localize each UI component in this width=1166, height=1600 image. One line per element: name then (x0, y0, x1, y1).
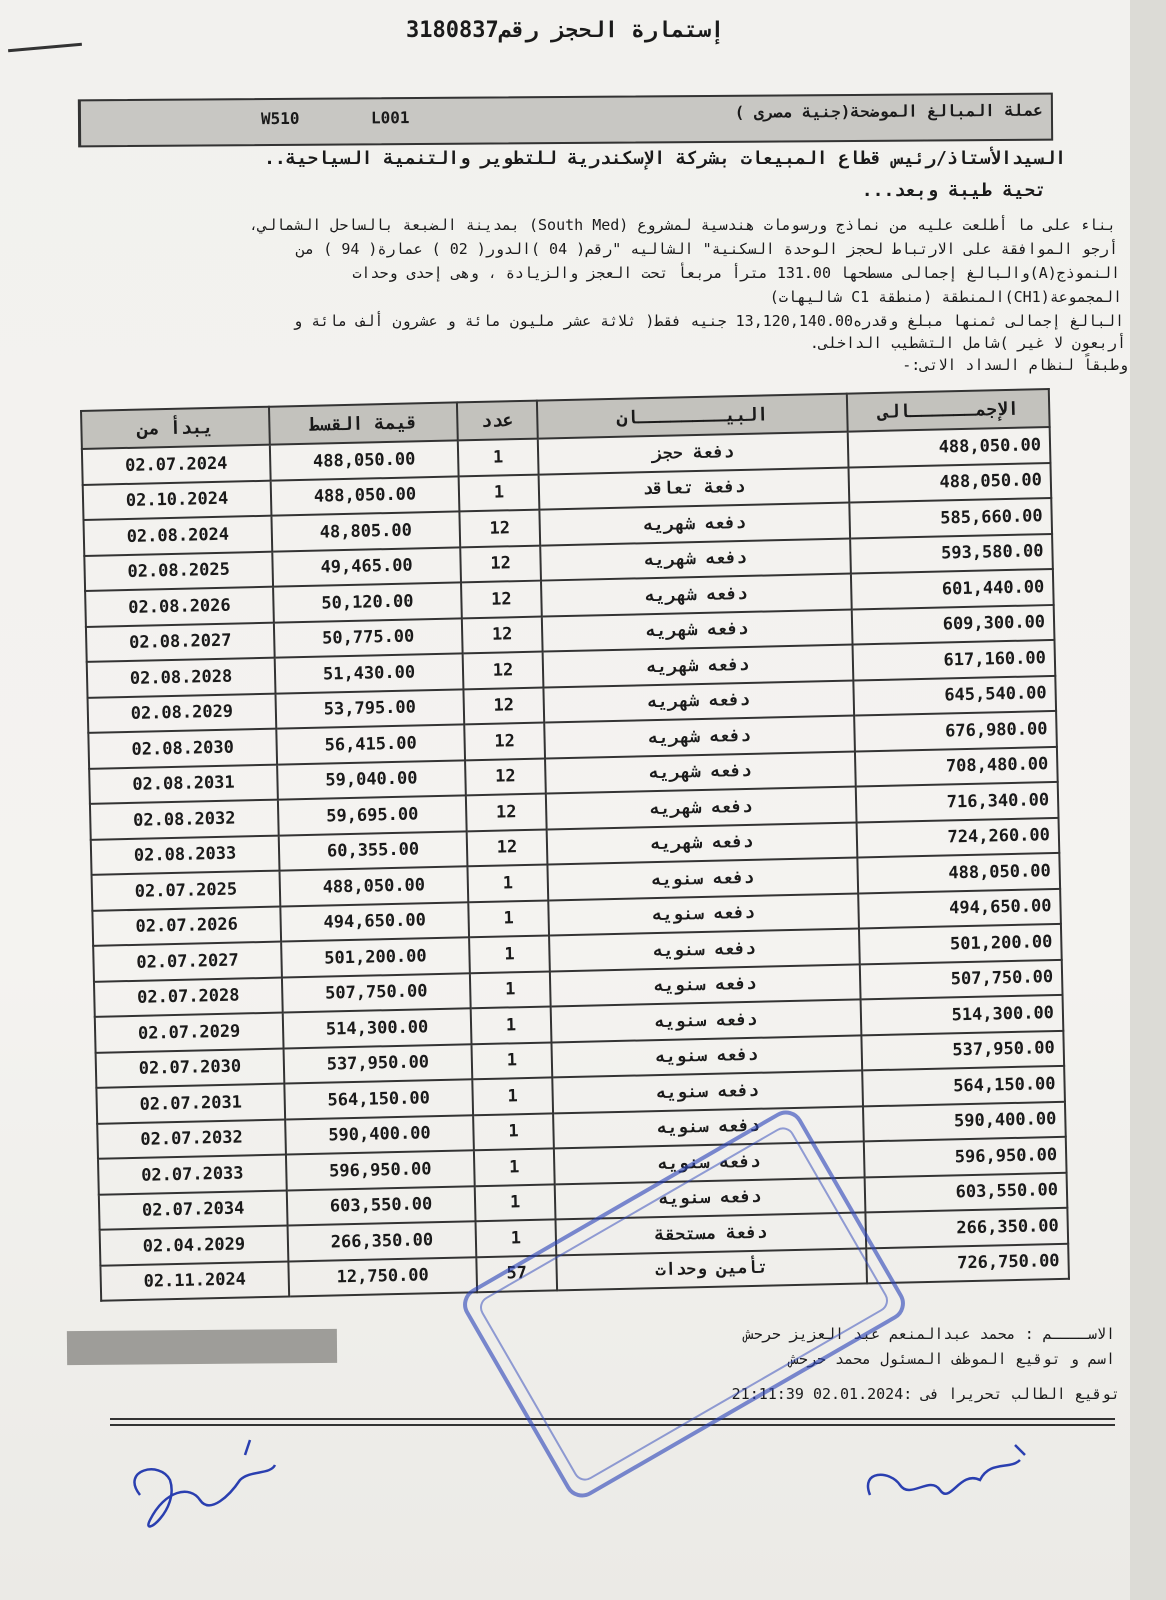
start-date-cell: 02.08.2028 (87, 658, 276, 698)
header-description: البيــــــــان (537, 394, 848, 439)
installment-cell: 56,415.00 (276, 724, 465, 764)
start-date-cell: 02.08.2027 (86, 622, 275, 662)
start-date-cell: 02.07.2032 (97, 1119, 286, 1159)
installment-cell: 50,120.00 (273, 582, 462, 622)
currency-code-1: W510 (260, 108, 300, 129)
total-cell: 564,150.00 (862, 1066, 1065, 1106)
start-date-cell: 02.08.2030 (88, 729, 277, 769)
total-cell: 593,580.00 (850, 533, 1053, 573)
total-cell: 603,550.00 (865, 1172, 1068, 1212)
start-date-cell: 02.08.2032 (90, 800, 279, 840)
count-cell: 12 (463, 652, 544, 689)
letter-line: وطبقاً لنظام السداد الاتى:- (902, 356, 1128, 374)
installment-cell: 60,355.00 (279, 831, 468, 871)
total-cell: 266,350.00 (865, 1208, 1068, 1248)
start-date-cell: 02.08.2026 (85, 587, 274, 627)
description-cell: دفعه سنويه (552, 1070, 863, 1113)
description-cell: دفعه سنويه (548, 893, 859, 936)
count-cell: 1 (471, 1042, 552, 1079)
description-cell: دفعه شهريه (543, 645, 854, 688)
start-date-cell: 02.08.2033 (91, 835, 280, 875)
count-cell: 12 (461, 581, 542, 618)
start-date-cell: 02.08.2024 (83, 516, 272, 556)
page-title: إستمارة الحجز رقم3180837 (406, 18, 724, 43)
description-cell: دفعة مستحقة (555, 1212, 866, 1255)
installment-cell: 590,400.00 (285, 1115, 474, 1155)
count-cell: 12 (463, 687, 544, 724)
header-start-date: يبدأ من (81, 407, 270, 449)
issue-date-line: توقيع الطالب تحريرا فى :02.01.2024 21:11:39 (731, 1385, 1120, 1403)
installment-cell: 48,805.00 (271, 511, 460, 551)
count-cell: 1 (458, 439, 539, 476)
count-cell: 1 (471, 1006, 552, 1043)
count-cell: 1 (467, 865, 548, 902)
installment-cell: 537,950.00 (284, 1044, 473, 1084)
letter-line: أرجو الموافقة على الارتباط لحجز الوحدة السكنية" الشاليه "رقم( 04 )الدور( 02 ) عمارة( 94 ) من (296, 240, 1118, 258)
count-cell: 1 (473, 1113, 554, 1150)
count-cell: 12 (465, 758, 546, 795)
header-total: الإجمــــــالى (847, 389, 1050, 432)
total-cell: 590,400.00 (863, 1101, 1066, 1141)
payment-table (80, 388, 1068, 1302)
installment-cell: 494,650.00 (280, 902, 469, 942)
start-date-cell: 02.04.2029 (100, 1226, 289, 1266)
total-cell: 724,260.00 (857, 817, 1060, 857)
installment-cell: 59,695.00 (278, 795, 467, 835)
total-cell: 617,160.00 (853, 640, 1056, 680)
installment-cell: 59,040.00 (277, 760, 466, 800)
total-cell: 609,300.00 (852, 604, 1055, 644)
total-cell: 488,050.00 (857, 853, 1060, 893)
start-date-cell: 02.08.2029 (88, 693, 277, 733)
start-date-cell: 02.08.2031 (89, 764, 278, 804)
description-cell: دفعه شهريه (541, 574, 852, 617)
total-cell: 596,950.00 (864, 1137, 1067, 1177)
count-cell: 1 (475, 1184, 556, 1221)
letter-line: أربعون لا غير )شامل التشطيب الداخلى. (809, 334, 1126, 352)
description-cell: دفعة تعاقد (539, 467, 850, 510)
description-cell: دفعه شهريه (545, 751, 856, 794)
description-cell: دفعه شهريه (543, 680, 854, 723)
total-cell: 726,750.00 (866, 1243, 1069, 1283)
description-cell: دفعه سنويه (554, 1141, 865, 1184)
start-date-cell: 02.07.2026 (92, 906, 281, 946)
total-cell: 676,980.00 (854, 711, 1057, 751)
start-date-cell: 02.08.2025 (84, 551, 273, 591)
total-cell: 494,650.00 (858, 888, 1061, 928)
start-date-cell: 02.07.2031 (96, 1084, 285, 1124)
letter-line: بناء على ما أطلعت عليه من نماذج ورسومات هندسية لمشروع (South Med) بمدينة الضبعة بالساحل الشمالي، (249, 216, 1116, 234)
description-cell: دفعه شهريه (542, 609, 853, 652)
installment-cell: 12,750.00 (288, 1257, 477, 1297)
description-cell: دفعه سنويه (551, 1035, 862, 1078)
letter-line: النموذج(A)والبالغ إجمالى مسطحها 131.00 مترأ مربعأ تحت العجز والزيادة ، وهى إحدى وحدات (352, 264, 1120, 282)
count-cell: 12 (467, 829, 548, 866)
total-cell: 514,300.00 (861, 995, 1064, 1035)
installment-cell: 514,300.00 (283, 1008, 472, 1048)
total-cell: 716,340.00 (856, 782, 1059, 822)
installment-cell: 564,150.00 (284, 1079, 473, 1119)
installment-cell: 488,050.00 (271, 476, 460, 516)
header-count: عدد (457, 401, 538, 441)
total-cell: 488,050.00 (848, 427, 1051, 467)
description-cell: دفعه شهريه (539, 503, 850, 546)
count-cell: 1 (469, 935, 550, 972)
count-cell: 12 (459, 510, 540, 547)
total-cell: 601,440.00 (851, 569, 1054, 609)
total-cell: 488,050.00 (848, 462, 1051, 502)
description-cell: دفعه سنويه (551, 999, 862, 1042)
header-installment: قيمة القسط (269, 402, 458, 444)
currency-code-2: L001 (370, 108, 410, 128)
total-cell: 645,540.00 (853, 675, 1056, 715)
description-cell: دفعه سنويه (553, 1106, 864, 1149)
count-cell: 1 (474, 1148, 555, 1185)
count-cell: 57 (476, 1255, 557, 1292)
description-cell: دفعه سنويه (555, 1177, 866, 1220)
installment-cell: 603,550.00 (287, 1186, 476, 1226)
start-date-cell: 02.10.2024 (83, 480, 272, 520)
description-cell: دفعة حجز (538, 432, 849, 475)
count-cell: 12 (462, 616, 543, 653)
employee-signature-line: اسم و توقيع الموظف المسئول محمد حرحش (789, 1350, 1115, 1368)
currency-bar (78, 93, 1053, 148)
start-date-cell: 02.07.2025 (92, 871, 281, 911)
description-cell: دفعه شهريه (540, 538, 851, 581)
greeting-line: تحية طيبة وبعد... (861, 180, 1046, 201)
installment-cell: 596,950.00 (286, 1150, 475, 1190)
installment-cell: 488,050.00 (270, 440, 459, 480)
installment-cell: 266,350.00 (288, 1221, 477, 1261)
start-date-cell: 02.07.2034 (99, 1190, 288, 1230)
start-date-cell: 02.07.2033 (98, 1155, 287, 1195)
installment-cell: 53,795.00 (275, 689, 464, 729)
start-date-cell: 02.07.2028 (94, 977, 283, 1017)
installment-cell: 51,430.00 (275, 653, 464, 693)
installment-cell: 50,775.00 (274, 618, 463, 658)
installment-cell: 501,200.00 (281, 937, 470, 977)
total-cell: 708,480.00 (855, 746, 1058, 786)
start-date-cell: 02.07.2029 (95, 1013, 284, 1053)
installment-cell: 49,465.00 (272, 547, 461, 587)
count-cell: 1 (468, 900, 549, 937)
description-cell: دفعه سنويه (549, 928, 860, 971)
installment-cell: 488,050.00 (280, 866, 469, 906)
start-date-cell: 02.07.2024 (82, 445, 271, 485)
total-cell: 537,950.00 (861, 1030, 1064, 1070)
count-cell: 1 (459, 474, 540, 511)
count-cell: 12 (460, 545, 541, 582)
total-cell: 507,750.00 (860, 959, 1063, 999)
description-cell: دفعه شهريه (544, 716, 855, 759)
installment-cell: 507,750.00 (282, 973, 471, 1013)
applicant-name: الاســــم : محمد عبدالمنعم عبد العزيز حرحش (744, 1325, 1115, 1343)
count-cell: 12 (466, 794, 547, 831)
addressee-line: السيدالأستاذ/رئيس قطاع المبيعات بشركة الإسكندرية للتطوير والتنمية السياحية.. (264, 148, 1066, 169)
description-cell: دفعه شهريه (546, 786, 857, 829)
total-cell: 501,200.00 (859, 924, 1062, 964)
letter-line: المجموعة(CH1)المنطقة (منطقة C1 شاليهات) (769, 288, 1122, 306)
letter-line: البالغ إجمالى ثمنها مبلغ وقدره13,120,140.00 جنيه فقط( ثلاثة عشر مليون مائة و عشرون ألف مائة و (293, 312, 1124, 330)
count-cell: 1 (470, 971, 551, 1008)
total-cell: 585,660.00 (849, 498, 1052, 538)
currency-label: عملة المبالغ الموضحة(جنية مصرى ) (734, 100, 1044, 122)
description-cell: دفعه شهريه (547, 822, 858, 865)
description-cell: دفعه سنويه (547, 857, 858, 900)
start-date-cell: 02.11.2024 (100, 1261, 289, 1301)
count-cell: 1 (476, 1219, 557, 1256)
count-cell: 12 (464, 723, 545, 760)
page-edge (1130, 0, 1166, 1600)
start-date-cell: 02.07.2027 (93, 942, 282, 982)
description-cell: تأمين وحدات (556, 1248, 867, 1291)
description-cell: دفعه سنويه (550, 964, 861, 1007)
start-date-cell: 02.07.2030 (96, 1048, 285, 1088)
count-cell: 1 (472, 1077, 553, 1114)
